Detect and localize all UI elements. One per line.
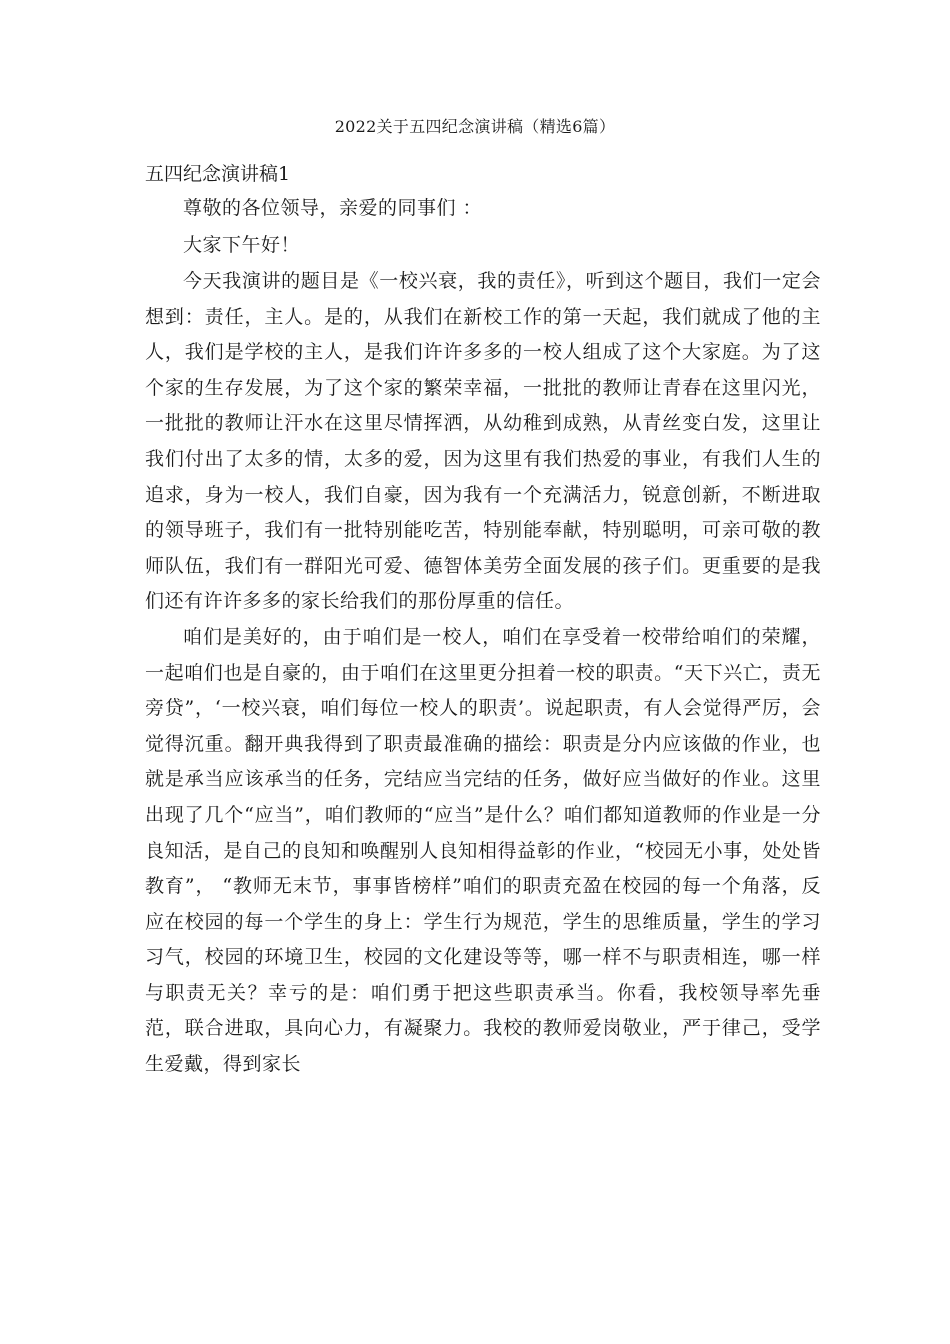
document-body — [145, 158, 821, 1083]
salutation-paragraph: 尊敬的各位领导，亲爱的同事们 ： — [183, 197, 483, 219]
body-paragraph: 咱们是美好的，由于咱们是一校人，咱们在享受着一校带给咱们的荣耀，一起咱们也是自豪的，由于咱们在这里更分担着一校的职责。“天下兴亡，责无旁贷”，‘一校兴衰，咱们每位一校人的职责’。说起职责，有人会觉得严厉，会觉得沉重。翻开典我得到了职责最准确的描绘：职责是分内应该做的作业，也就是承当应该承当的任务，完结应当完结的任务，做好应当做好的作业。这里出现了几个“应当”，咱们教师的“应当”是什么？咱们都知道教师的作业是一分良知活，是自己的良知和唤醒别人良知相得益彰的作业，“校园无小事，处处皆教育”， “教师无末节，事事皆榜样”咱们的职责充盈在校园的每一个角落，反应在校园的每一个学生的身上：学生行为规范，学生的思维质量，学生的学习习气，校园的环境卫生，校园的文化建设等等，哪一样不与职责相连，哪一样与职责无关？幸亏的是：咱们勇于把这些职责承当。你看，我校领导率先垂范，联合进取，具向心力，有凝聚力。我校的教师爱岗敬业，严于律己，受学生爱戴，得到家长 — [145, 625, 821, 1076]
body-paragraph: 今天我演讲的题目是《一校兴衰，我的责任》，听到这个题目，我们一定会想到：责任，主人。是的，从我们在新校工作的第一天起，我们就成了他的主人，我们是学校的主人，是我们许许多多的一校人组成了这个大家庭。为了这个家的生存发展，为了这个家的繁荣幸福，一批批的教师让青春在这里闪光，一批批的教师让汗水在这里尽情挥洒，从幼稚到成熟，从青丝变白发，这里让我们付出了太多的情，太多的爱，因为这里有我们热爱的事业，有我们人生的追求，身为一校人，我们自豪，因为我有一个充满活力，锐意创新，不断进取的领导班子，我们有一批特别能吃苦，特别能奉献，特别聪明，可亲可敬的教师队伍，我们有一群阳光可爱、德智体美劳全面发展的孩子们。更重要的是我们还有许许多多的家长给我们的那份厚重的信任。 — [145, 270, 821, 613]
section-heading: 五四纪念演讲稿1 — [145, 163, 291, 185]
document-title: 2022关于五四纪念演讲稿（精选6篇） — [334, 117, 616, 136]
greeting-paragraph: 大家下午好！ — [183, 234, 301, 256]
